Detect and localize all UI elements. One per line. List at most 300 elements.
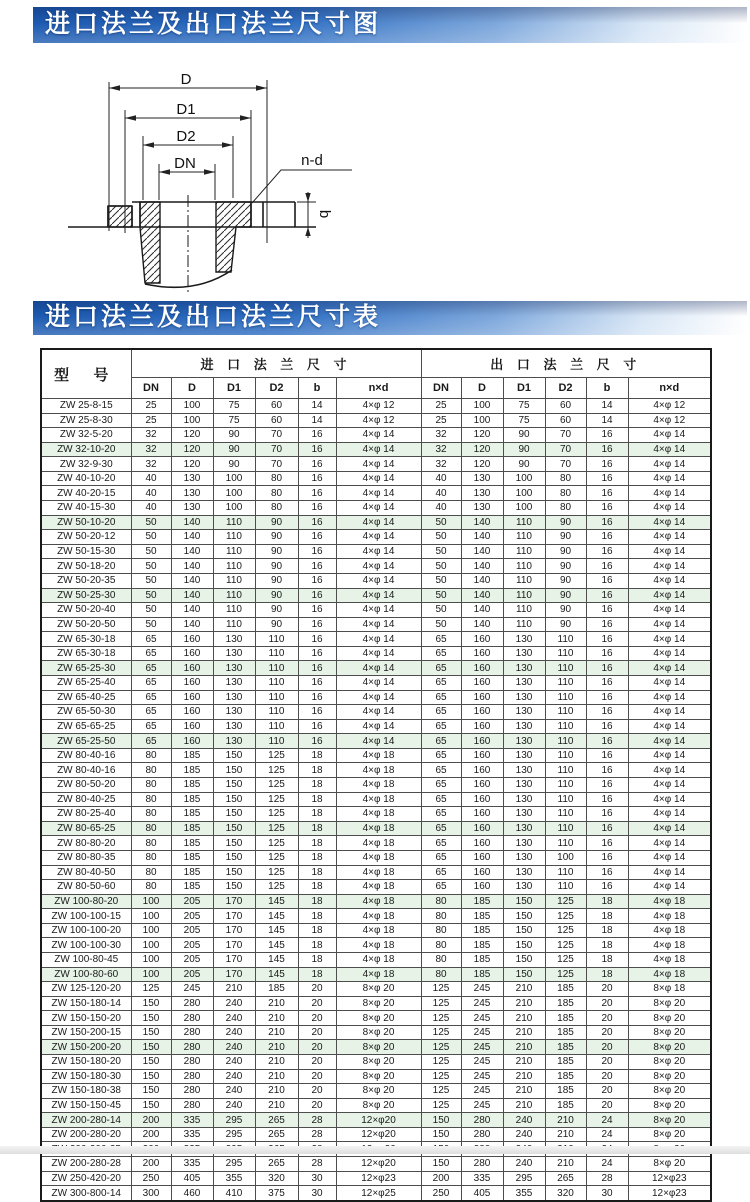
value-cell: 80 [545, 471, 586, 486]
table-row [41, 603, 711, 618]
value-cell: 170 [213, 967, 255, 982]
value-cell: 16 [298, 457, 336, 472]
value-cell: 80 [545, 501, 586, 516]
value-cell: 65 [421, 880, 461, 895]
value-cell: 4×φ 14 [628, 880, 711, 895]
value-cell: 65 [421, 821, 461, 836]
value-cell: 110 [255, 646, 298, 661]
value-cell: 18 [298, 748, 336, 763]
value-cell: 160 [171, 646, 213, 661]
dim-label-D2: D2 [176, 128, 196, 145]
value-cell: 125 [421, 1025, 461, 1040]
value-cell: 130 [503, 705, 545, 720]
value-cell: 375 [255, 1186, 298, 1201]
table-row [41, 1127, 711, 1142]
value-cell: 4×φ 14 [628, 807, 711, 822]
value-cell: 100 [213, 486, 255, 501]
table-row [41, 632, 711, 647]
dim-label-DN: DN [174, 155, 196, 172]
value-cell: 16 [298, 675, 336, 690]
value-cell: 8×φ 20 [336, 982, 421, 997]
value-cell: 460 [171, 1186, 213, 1201]
value-cell: 110 [545, 778, 586, 793]
value-cell: 18 [298, 792, 336, 807]
value-cell: 130 [503, 836, 545, 851]
value-cell: 90 [503, 457, 545, 472]
table-row [41, 763, 711, 778]
table-row [41, 821, 711, 836]
table-row [41, 471, 711, 486]
value-cell: 130 [461, 471, 503, 486]
value-cell: 4×φ 14 [628, 486, 711, 501]
model-cell: ZW 80-40-16 [41, 748, 131, 763]
value-cell: 110 [213, 588, 255, 603]
value-cell: 265 [545, 1171, 586, 1186]
value-cell: 125 [255, 807, 298, 822]
value-cell: 140 [461, 603, 503, 618]
value-cell: 245 [461, 996, 503, 1011]
value-cell: 125 [421, 1055, 461, 1070]
table-row [41, 1084, 711, 1099]
table-row [41, 938, 711, 953]
outlet-col-nxd: n×d [628, 378, 711, 399]
value-cell: 130 [503, 632, 545, 647]
value-cell: 185 [461, 923, 503, 938]
value-cell: 185 [545, 1098, 586, 1113]
value-cell: 125 [255, 850, 298, 865]
value-cell: 12×φ23 [628, 1186, 711, 1201]
value-cell: 100 [131, 909, 171, 924]
outlet-col-b: b [586, 378, 628, 399]
value-cell: 18 [586, 909, 628, 924]
value-cell: 80 [131, 880, 171, 895]
value-cell: 295 [213, 1157, 255, 1172]
value-cell: 185 [461, 909, 503, 924]
value-cell: 150 [131, 996, 171, 1011]
value-cell: 110 [545, 807, 586, 822]
value-cell: 405 [461, 1186, 503, 1201]
model-cell: ZW 50-18-20 [41, 559, 131, 574]
value-cell: 100 [503, 471, 545, 486]
value-cell: 100 [503, 501, 545, 516]
value-cell: 30 [298, 1171, 336, 1186]
diagram-section-title: 进口法兰及出口法兰尺寸图 [33, 7, 747, 43]
value-cell: 18 [298, 865, 336, 880]
value-cell: 150 [213, 748, 255, 763]
flange-outline [68, 202, 316, 287]
value-cell: 70 [255, 457, 298, 472]
value-cell: 140 [171, 588, 213, 603]
value-cell: 70 [545, 428, 586, 443]
value-cell: 4×φ 18 [336, 763, 421, 778]
value-cell: 185 [461, 894, 503, 909]
value-cell: 65 [421, 763, 461, 778]
value-cell: 8×φ 20 [628, 1098, 711, 1113]
value-cell: 4×φ 14 [628, 690, 711, 705]
table-row [41, 909, 711, 924]
model-cell: ZW 50-20-50 [41, 617, 131, 632]
value-cell: 140 [461, 559, 503, 574]
value-cell: 130 [213, 661, 255, 676]
value-cell: 125 [421, 1084, 461, 1099]
value-cell: 4×φ 14 [628, 632, 711, 647]
value-cell: 160 [171, 675, 213, 690]
value-cell: 16 [298, 661, 336, 676]
value-cell: 4×φ 14 [628, 792, 711, 807]
value-cell: 110 [545, 675, 586, 690]
value-cell: 130 [213, 632, 255, 647]
value-cell: 120 [171, 428, 213, 443]
value-cell: 185 [545, 1011, 586, 1026]
value-cell: 185 [545, 1069, 586, 1084]
value-cell: 4×φ 14 [336, 705, 421, 720]
value-cell: 16 [586, 646, 628, 661]
value-cell: 20 [586, 1025, 628, 1040]
value-cell: 20 [586, 982, 628, 997]
value-cell: 18 [298, 909, 336, 924]
table-row [41, 967, 711, 982]
value-cell: 50 [421, 559, 461, 574]
model-cell: ZW 50-25-30 [41, 588, 131, 603]
table-row [41, 1025, 711, 1040]
value-cell: 16 [586, 748, 628, 763]
value-cell: 160 [461, 821, 503, 836]
value-cell: 125 [545, 909, 586, 924]
model-cell: ZW 125-120-20 [41, 982, 131, 997]
value-cell: 200 [421, 1171, 461, 1186]
value-cell: 150 [131, 1084, 171, 1099]
value-cell: 16 [586, 675, 628, 690]
table-row [41, 748, 711, 763]
value-cell: 160 [461, 865, 503, 880]
value-cell: 16 [586, 792, 628, 807]
value-cell: 4×φ 14 [336, 690, 421, 705]
value-cell: 4×φ 14 [628, 501, 711, 516]
value-cell: 130 [213, 734, 255, 749]
model-cell: ZW 65-40-25 [41, 690, 131, 705]
table-row [41, 428, 711, 443]
value-cell: 210 [503, 1069, 545, 1084]
value-cell: 110 [255, 690, 298, 705]
model-cell: ZW 80-40-16 [41, 763, 131, 778]
value-cell: 16 [298, 690, 336, 705]
table-row [41, 1098, 711, 1113]
value-cell: 50 [131, 603, 171, 618]
value-cell: 4×φ 14 [336, 544, 421, 559]
model-cell: ZW 32-9-30 [41, 457, 131, 472]
value-cell: 125 [131, 982, 171, 997]
value-cell: 20 [298, 1069, 336, 1084]
value-cell: 185 [545, 1084, 586, 1099]
value-cell: 130 [171, 471, 213, 486]
value-cell: 210 [503, 1040, 545, 1055]
value-cell: 4×φ 12 [336, 399, 421, 414]
value-cell: 130 [213, 705, 255, 720]
value-cell: 50 [131, 544, 171, 559]
value-cell: 280 [171, 1098, 213, 1113]
value-cell: 100 [213, 501, 255, 516]
value-cell: 50 [131, 588, 171, 603]
value-cell: 210 [255, 1055, 298, 1070]
value-cell: 295 [503, 1171, 545, 1186]
model-cell: ZW 200-280-28 [41, 1157, 131, 1172]
value-cell: 240 [503, 1113, 545, 1128]
value-cell: 185 [171, 836, 213, 851]
table-row [41, 501, 711, 516]
value-cell: 65 [421, 807, 461, 822]
value-cell: 16 [586, 778, 628, 793]
value-cell: 18 [298, 836, 336, 851]
value-cell: 125 [255, 763, 298, 778]
model-cell: ZW 200-280-14 [41, 1113, 131, 1128]
value-cell: 125 [421, 1098, 461, 1113]
value-cell: 75 [213, 399, 255, 414]
model-cell: ZW 80-40-50 [41, 865, 131, 880]
value-cell: 4×φ 14 [628, 544, 711, 559]
value-cell: 160 [461, 705, 503, 720]
value-cell: 130 [503, 778, 545, 793]
value-cell: 250 [131, 1171, 171, 1186]
model-cell: ZW 80-80-20 [41, 836, 131, 851]
value-cell: 80 [255, 501, 298, 516]
value-cell: 110 [545, 734, 586, 749]
value-cell: 4×φ 14 [628, 457, 711, 472]
value-cell: 16 [298, 617, 336, 632]
value-cell: 160 [171, 661, 213, 676]
value-cell: 160 [171, 719, 213, 734]
value-cell: 70 [255, 442, 298, 457]
value-cell: 16 [298, 442, 336, 457]
table-row [41, 661, 711, 676]
value-cell: 4×φ 18 [336, 938, 421, 953]
value-cell: 185 [545, 1040, 586, 1055]
value-cell: 130 [213, 719, 255, 734]
value-cell: 185 [545, 982, 586, 997]
value-cell: 100 [503, 486, 545, 501]
value-cell: 210 [545, 1127, 586, 1142]
value-cell: 16 [586, 559, 628, 574]
value-cell: 80 [255, 471, 298, 486]
value-cell: 18 [586, 967, 628, 982]
table-row [41, 880, 711, 895]
value-cell: 110 [503, 544, 545, 559]
value-cell: 150 [131, 1025, 171, 1040]
value-cell: 24 [586, 1113, 628, 1128]
value-cell: 160 [461, 646, 503, 661]
value-cell: 14 [298, 413, 336, 428]
model-cell: ZW 80-25-40 [41, 807, 131, 822]
value-cell: 130 [503, 850, 545, 865]
value-cell: 4×φ 14 [336, 632, 421, 647]
value-cell: 80 [421, 894, 461, 909]
value-cell: 16 [298, 471, 336, 486]
model-cell: ZW 65-50-30 [41, 705, 131, 720]
value-cell: 16 [586, 501, 628, 516]
value-cell: 145 [255, 952, 298, 967]
value-cell: 140 [171, 573, 213, 588]
dim-label-D: D [180, 71, 192, 88]
value-cell: 90 [255, 544, 298, 559]
value-cell: 4×φ 14 [628, 573, 711, 588]
value-cell: 120 [171, 457, 213, 472]
value-cell: 265 [255, 1127, 298, 1142]
value-cell: 245 [461, 1025, 503, 1040]
value-cell: 12×φ25 [336, 1186, 421, 1201]
value-cell: 160 [171, 705, 213, 720]
value-cell: 160 [461, 661, 503, 676]
value-cell: 140 [461, 588, 503, 603]
value-cell: 130 [213, 690, 255, 705]
value-cell: 160 [461, 836, 503, 851]
value-cell: 160 [461, 880, 503, 895]
value-cell: 110 [545, 821, 586, 836]
value-cell: 4×φ 12 [336, 413, 421, 428]
value-cell: 16 [586, 661, 628, 676]
page-bottom-edge [0, 1146, 750, 1154]
value-cell: 210 [503, 996, 545, 1011]
value-cell: 185 [171, 792, 213, 807]
value-cell: 50 [421, 573, 461, 588]
value-cell: 130 [171, 486, 213, 501]
value-cell: 130 [503, 865, 545, 880]
value-cell: 250 [421, 1186, 461, 1201]
value-cell: 28 [586, 1171, 628, 1186]
value-cell: 185 [461, 938, 503, 953]
value-cell: 4×φ 14 [628, 836, 711, 851]
value-cell: 210 [545, 1113, 586, 1128]
value-cell: 130 [461, 501, 503, 516]
value-cell: 4×φ 14 [336, 734, 421, 749]
value-cell: 320 [545, 1186, 586, 1201]
value-cell: 280 [461, 1113, 503, 1128]
value-cell: 16 [298, 719, 336, 734]
table-row [41, 865, 711, 880]
model-cell: ZW 40-20-15 [41, 486, 131, 501]
value-cell: 110 [213, 544, 255, 559]
value-cell: 110 [255, 705, 298, 720]
value-cell: 110 [503, 573, 545, 588]
value-cell: 100 [131, 967, 171, 982]
value-cell: 8×φ 20 [628, 1157, 711, 1172]
value-cell: 185 [171, 748, 213, 763]
value-cell: 24 [586, 1127, 628, 1142]
value-cell: 125 [545, 894, 586, 909]
value-cell: 4×φ 18 [336, 792, 421, 807]
value-cell: 150 [213, 778, 255, 793]
value-cell: 50 [131, 515, 171, 530]
value-cell: 16 [298, 603, 336, 618]
value-cell: 245 [461, 1098, 503, 1113]
value-cell: 150 [213, 763, 255, 778]
value-cell: 16 [298, 486, 336, 501]
model-cell: ZW 50-10-20 [41, 515, 131, 530]
value-cell: 16 [298, 559, 336, 574]
value-cell: 100 [171, 413, 213, 428]
value-cell: 140 [461, 573, 503, 588]
value-cell: 150 [131, 1011, 171, 1026]
value-cell: 4×φ 14 [336, 428, 421, 443]
value-cell: 110 [545, 646, 586, 661]
value-cell: 70 [545, 457, 586, 472]
value-cell: 355 [503, 1186, 545, 1201]
value-cell: 125 [545, 938, 586, 953]
value-cell: 40 [421, 471, 461, 486]
model-cell: ZW 80-50-20 [41, 778, 131, 793]
value-cell: 16 [298, 530, 336, 545]
value-cell: 20 [298, 1011, 336, 1026]
value-cell: 65 [131, 632, 171, 647]
value-cell: 280 [171, 1011, 213, 1026]
table-row [41, 850, 711, 865]
model-cell: ZW 150-150-20 [41, 1011, 131, 1026]
value-cell: 50 [421, 544, 461, 559]
value-cell: 80 [131, 821, 171, 836]
value-cell: 65 [421, 675, 461, 690]
value-cell: 205 [171, 938, 213, 953]
value-cell: 25 [131, 413, 171, 428]
value-cell: 150 [421, 1127, 461, 1142]
value-cell: 240 [213, 1040, 255, 1055]
value-cell: 4×φ 14 [336, 486, 421, 501]
value-cell: 130 [503, 821, 545, 836]
flange-right-hub-section [216, 202, 251, 272]
value-cell: 4×φ 14 [336, 675, 421, 690]
table-row [41, 1055, 711, 1070]
value-cell: 125 [255, 836, 298, 851]
value-cell: 65 [131, 661, 171, 676]
value-cell: 14 [298, 399, 336, 414]
flange-left-rim-section [108, 206, 132, 227]
value-cell: 4×φ 18 [628, 967, 711, 982]
model-cell: ZW 65-30-18 [41, 632, 131, 647]
value-cell: 75 [503, 413, 545, 428]
value-cell: 245 [461, 1011, 503, 1026]
value-cell: 4×φ 18 [336, 880, 421, 895]
value-cell: 210 [503, 1025, 545, 1040]
value-cell: 4×φ 14 [336, 617, 421, 632]
value-cell: 110 [255, 719, 298, 734]
outlet-col-d2: D2 [545, 378, 586, 399]
value-cell: 65 [131, 646, 171, 661]
model-cell: ZW 300-800-14 [41, 1186, 131, 1201]
value-cell: 4×φ 14 [336, 646, 421, 661]
table-row [41, 792, 711, 807]
inlet-col-dn: DN [131, 378, 171, 399]
value-cell: 110 [255, 734, 298, 749]
value-cell: 20 [586, 1084, 628, 1099]
value-cell: 4×φ 18 [628, 923, 711, 938]
value-cell: 16 [586, 705, 628, 720]
value-cell: 90 [545, 603, 586, 618]
value-cell: 16 [586, 836, 628, 851]
value-cell: 16 [586, 457, 628, 472]
value-cell: 20 [586, 1069, 628, 1084]
value-cell: 150 [503, 909, 545, 924]
value-cell: 240 [213, 1011, 255, 1026]
value-cell: 65 [131, 690, 171, 705]
value-cell: 240 [213, 1084, 255, 1099]
value-cell: 125 [545, 952, 586, 967]
value-cell: 8×φ 20 [628, 1084, 711, 1099]
value-cell: 130 [503, 734, 545, 749]
value-cell: 245 [461, 1069, 503, 1084]
value-cell: 130 [503, 748, 545, 763]
value-cell: 110 [545, 836, 586, 851]
table-row [41, 559, 711, 574]
value-cell: 16 [586, 428, 628, 443]
value-cell: 90 [545, 559, 586, 574]
model-cell: ZW 65-65-25 [41, 719, 131, 734]
